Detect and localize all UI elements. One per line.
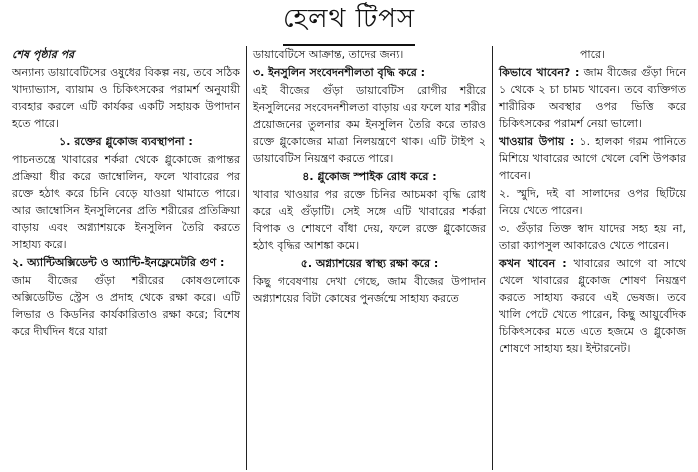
section-heading: খাওয়ার উপায় : bbox=[499, 135, 575, 148]
article-columns bbox=[6, 46, 692, 470]
paragraph: ডায়াবেটিসে আক্রান্ত, তাদের জন্য। bbox=[253, 48, 404, 61]
column-1 bbox=[6, 46, 246, 470]
paragraph: খাবার খাওয়ার পর রক্তে চিনির আচমকা বৃদ্ধি রোধ করে এই গুঁড়াটি। সেই সঙ্গে এটি খাবারের শর্করা বিপাক ও শোষণে বাঁধা দেয়, ফলে রক্তে গ্লুকোজের হঠাৎ বৃদ্ধির আশঙ্কা কমে। bbox=[253, 188, 486, 252]
paragraph: জাম বীজের গুঁড়া দিনে ১ থেকে ২ চা চামচ খাবেন। তবে ব্যক্তিগত শারীরিক অবস্থার ওপর ভিত্তি করে চিকিৎসকের পরামর্শ নেয়া ভালো। bbox=[499, 66, 687, 130]
continuation-kicker: শেষ পৃষ্ঠার পর bbox=[12, 48, 75, 61]
paragraph: ৩. গুঁড়ার তিক্ত স্বাদ যাদের সহ্য হয় না, তারা ক্যাপসুল আকারেও খেতে পারেন। bbox=[499, 222, 686, 252]
section-with-heading bbox=[499, 133, 686, 184]
paragraph: পাচনতন্ত্রে খাবারের শর্করা থেকে গ্লুকোজে রূপান্তর প্রক্রিয়া ধীর করে জাম্বোলিন, ফলে খাবারের পর রক্তে হঠাৎ করে চিনি বেড়ে যাওয়া থামাতে পারে। আর জাম্বোসিন ইনসুলিনের প্রতি শরীরের প্রতিক্রিয়া বাড়ায় এবং অগ্ন্যাশয়কে ইনসুলিন তৈরি করতে সাহায্য করে। bbox=[12, 153, 240, 251]
section-heading: ৪. গ্লুকোজ স্পাইক রোধ করে : bbox=[302, 170, 437, 183]
section-with-heading bbox=[499, 64, 686, 132]
section-with-heading bbox=[499, 255, 686, 357]
section-heading: ৩. ইনসুলিন সংবেদনশীলতা বৃদ্ধি করে : bbox=[253, 66, 426, 79]
section-heading: ২. অ্যান্টিঅক্সিডেন্ট ও অ্যান্টি-ইনফ্লেমেটরি গুণ : bbox=[12, 256, 225, 269]
section-heading: ১. রক্তের গ্লুকোজ ব্যবস্থাপনা : bbox=[59, 135, 193, 148]
paragraph: কিছু গবেষণায় দেখা গেছে, জাম বীজের উপাদান অগ্ন্যাশয়ের বিটা কোষের পুনর্জন্মে সাহায্য করতে bbox=[253, 275, 486, 305]
column-3 bbox=[492, 46, 692, 470]
paragraph: পারে। bbox=[579, 48, 606, 61]
header bbox=[0, 0, 698, 44]
paragraph: অন্যান্য ডায়াবেটিসের ওষুধের বিকল্প নয়, তবে সঠিক খাদ্যাভ্যাস, ব্যায়াম ও চিকিৎসকের পরামর্শ অনুযায়ী ব্যবহার করলে এটি কার্যকর একটি সহায়ক উপাদান হতে পারে। bbox=[12, 66, 240, 130]
page-title: হেলথ টিপস bbox=[283, 0, 415, 46]
section-heading: ৫. অগ্ন্যাশয়ের স্বাস্থ্য রক্ষা করে : bbox=[300, 257, 439, 270]
paragraph: ২. স্মুদি, দই বা সালাদের ওপর ছিটিয়ে নিয়ে খেতে পারেন। bbox=[499, 187, 686, 217]
paragraph: জাম বীজের গুঁড়া শরীরের কোষগুলোকে অক্সিডেটিভ স্ট্রেস ও প্রদাহ থেকে রক্ষা করে। এটি লিভার ও কিডনির কার্যকারিতাও রক্ষা করে; বিশেষ করে দীর্ঘদিন ধরে যারা bbox=[12, 274, 240, 338]
column-2 bbox=[246, 46, 492, 470]
section-heading: কিভাবে খাবেন? : bbox=[499, 66, 580, 79]
paragraph: খাবারের আগে বা সাথে খেলে খাবারের গ্লুকোজ শোষণ নিয়ন্ত্রণ করতে সাহায্য করবে এই ভেষজ। তবে খালি পেটে খেতে পারেন, কিছু আয়ুর্বেদিক চিকিৎসকের মতে এতে হজমে ও গ্লুকোজ শোষণে সাহায্য হয়। ইন্টারনেট। bbox=[499, 257, 686, 355]
section-heading: কখন খাবেন : bbox=[499, 257, 567, 270]
paragraph: ১. হালকা গরম পানিতে মিশিয়ে খাবারের আগে খেলে বেশি উপকার পাবেন। bbox=[499, 135, 686, 182]
paragraph: এই বীজের গুঁড়া ডায়াবেটিস রোগীর শরীরে ইনসুলিনের সংবেদনশীলতা বাড়ায় এর ফলে যার শরীর প্রয়োজনের তুলনার কম ইনসুলিন তৈরি করে তারও রক্তে গ্লুকোজের মাত্রা নিলয়ন্ত্রণে থাক। এটি টাইপ ২ ডায়াবেটিস নিয়ন্ত্রণ করতে পারে। bbox=[253, 84, 486, 165]
